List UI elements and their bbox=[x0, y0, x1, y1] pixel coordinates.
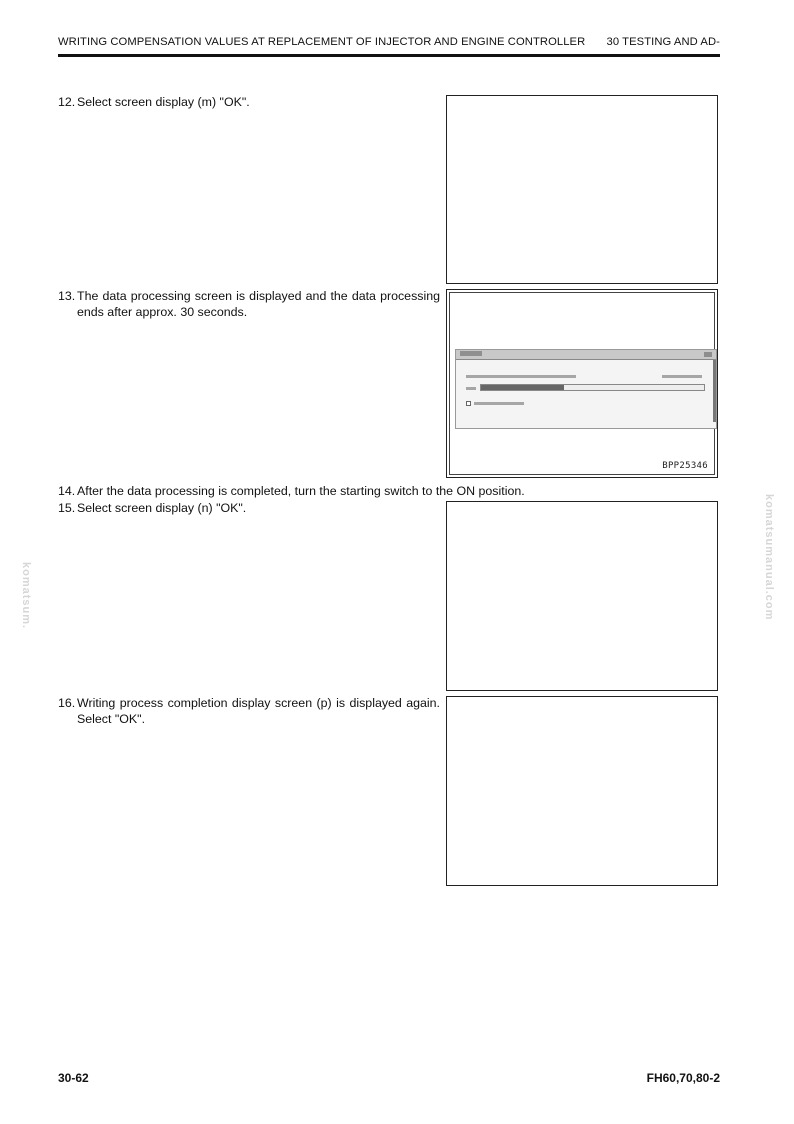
step-15 bbox=[58, 500, 440, 516]
step-text: Writing process completion display screen (p) is displayed again. Select "OK". bbox=[77, 696, 440, 726]
figure-screen-m bbox=[446, 95, 718, 284]
step-number: 16. bbox=[58, 696, 76, 710]
figure-code: BPP25346 bbox=[662, 461, 708, 471]
checkbox-icon bbox=[466, 401, 471, 406]
step-16 bbox=[58, 695, 440, 727]
watermark-left: komatsum. bbox=[20, 562, 32, 630]
step-number: 15. bbox=[58, 501, 76, 515]
close-icon bbox=[704, 352, 712, 357]
figure-screen-n bbox=[446, 501, 718, 691]
step-13 bbox=[58, 288, 440, 320]
step-text: The data processing screen is displayed and the data processing ends after approx. 30 seconds. bbox=[77, 289, 440, 319]
step-14 bbox=[58, 483, 618, 499]
step-12 bbox=[58, 94, 440, 110]
step-number: 12. bbox=[58, 95, 76, 109]
watermark-right: komatsumanual.com bbox=[763, 494, 775, 621]
page-number: 30-62 bbox=[58, 1071, 89, 1085]
step-text: Select screen display (n) "OK". bbox=[77, 501, 247, 515]
progress-label bbox=[466, 387, 476, 390]
page-header bbox=[58, 36, 720, 48]
header-rule bbox=[58, 54, 720, 57]
model-number: FH60,70,80-2 bbox=[646, 1071, 720, 1085]
header-section: 30 TESTING AND AD- bbox=[606, 36, 720, 48]
header-title: WRITING COMPENSATION VALUES AT REPLACEMENT OF INJECTOR AND ENGINE CONTROLLER bbox=[58, 36, 586, 48]
figure-data-processing-screen bbox=[446, 289, 718, 478]
step-text: Select screen display (m) "OK". bbox=[77, 95, 250, 109]
processing-status bbox=[662, 375, 702, 378]
checkbox-label bbox=[474, 402, 524, 405]
window-scrollbar bbox=[713, 360, 716, 422]
progress-bar bbox=[480, 384, 705, 391]
window-title-text bbox=[460, 351, 482, 356]
data-processing-window bbox=[455, 349, 717, 429]
figure-frame bbox=[449, 292, 715, 475]
step-number: 13. bbox=[58, 289, 76, 303]
step-text: After the data processing is completed, turn the starting switch to the ON position. bbox=[77, 484, 525, 498]
figure-screen-p bbox=[446, 696, 718, 886]
processing-message bbox=[466, 375, 576, 378]
window-titlebar bbox=[456, 350, 716, 360]
step-number: 14. bbox=[58, 484, 76, 498]
progress-bar-fill bbox=[481, 385, 564, 390]
